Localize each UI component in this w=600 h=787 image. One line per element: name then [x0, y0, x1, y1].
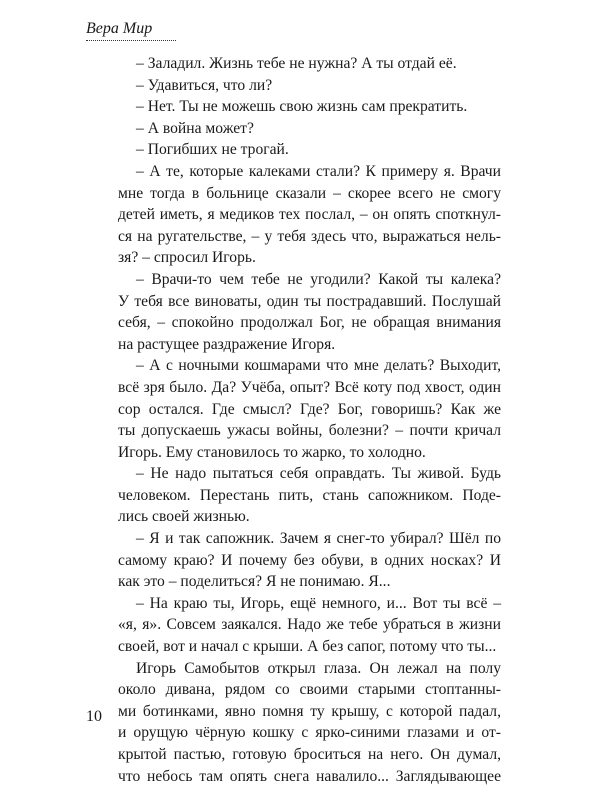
- text-line: детей иметь, я медиков тех послал, – он опять споткнул-: [118, 206, 501, 224]
- text-line: Игорь. Ему становилось то жарко, то холодно.: [118, 443, 426, 461]
- text-line: своей, вот и начал с крыши. А без сапог, потому что ты...: [118, 638, 497, 656]
- text-line: самому краю? И почему без обуви, в одних носках? И: [118, 551, 501, 569]
- text-line: ми ботинками, явно помня ту крышу, с которой падал,: [118, 702, 501, 720]
- text-line: человеком. Перестань пить, стань сапожником. Поде-: [118, 486, 501, 504]
- text-line: на растущее раздражение Игоря.: [118, 335, 336, 353]
- text-line: – А те, которые калеками стали? К примеру я. Врачи: [136, 162, 501, 180]
- text-line: – На краю ты, Игорь, ещё немного, и... Вот ты всё –: [136, 594, 501, 612]
- text-line: – Нет. Ты не можешь свою жизнь сам прекратить.: [136, 98, 468, 116]
- text-line: Игорь Самобытов открыл глаза. Он лежал на полу: [136, 659, 501, 677]
- text-line: лись своей жизнью.: [118, 508, 250, 526]
- page-number: 10: [86, 708, 102, 725]
- text-line: – Удавиться, что ли?: [136, 76, 273, 94]
- text-line: мне тогда в больнице сказали – скорее всего не смогу: [118, 184, 501, 202]
- text-line: зя? – спросил Игорь.: [118, 249, 256, 267]
- text-line: У тебя все виноваты, один ты пострадавший. Послушай: [118, 292, 501, 310]
- text-line: ся на ругательстве, – у тебя здесь что, выражаться нель-: [118, 227, 501, 245]
- body-text: [118, 53, 501, 787]
- text-line: – А война может?: [136, 119, 254, 137]
- text-line: – Погибших не трогай.: [136, 141, 289, 159]
- text-line: – Заладил. Жизнь тебе не нужна? А ты отдай её.: [136, 55, 457, 72]
- text-line: – Не надо пытаться себя оправдать. Ты живой. Будь: [136, 465, 501, 483]
- text-line: себя, – спокойно продолжал Бог, не обращая внимания: [118, 314, 501, 332]
- text-line: всё зря было. Да? Учёба, опыт? Всё коту под хвост, один: [118, 378, 501, 396]
- text-line: – А с ночными кошмарами что мне делать? Выходит,: [136, 357, 501, 375]
- text-line: и орущую чёрную кошку с ярко-синими глазами и от-: [118, 724, 501, 742]
- text-line: что небось там опять снега навалило... Заглядывающее: [118, 767, 501, 785]
- running-header-author: Вера Мир: [86, 20, 176, 41]
- text-line: около дивана, рядом со своими старыми стоптанны-: [118, 681, 501, 699]
- text-line: ты допускаешь ужасы войны, болезни? – почти кричал: [118, 422, 501, 440]
- text-line: – Я и так сапожник. Зачем я снег-то убирал? Шёл по: [136, 530, 501, 548]
- text-line: сор остался. Где смысл? Где? Бог, говоришь? Как же: [118, 400, 501, 418]
- text-line: как это – поделиться? Я не понимаю. Я...: [118, 573, 391, 591]
- text-line: – Врачи-то чем тебе не угодили? Какой ты калека?: [136, 270, 501, 288]
- text-line: крытой пастью, готовую броситься на него. Он думал,: [118, 746, 501, 763]
- text-line: «я, я». Совсем заякался. Надо же тебе убраться в жизни: [118, 616, 501, 634]
